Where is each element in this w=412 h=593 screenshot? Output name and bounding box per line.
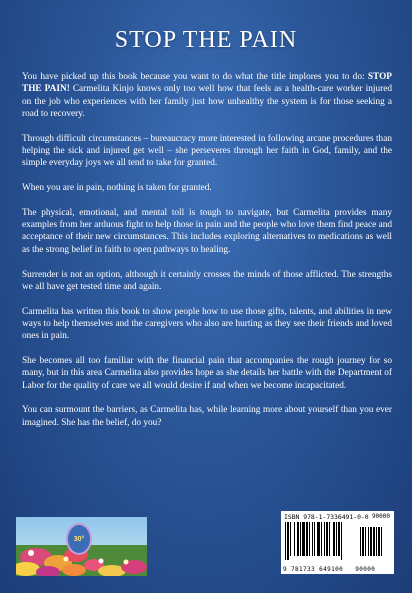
blurb-paragraph-8: You can surmount the barriers, as Carmelita has, while learning more about yourself than you ever imagined. She has the belief, do you? [22,405,392,428]
flowers-photo [16,517,147,576]
blurb-paragraph-2: Through difficult circumstances – bureaucracy more interested in following arcane procedures than helping the sick and injured get well – she perseveres through her faith in God, family, and the simple everyday joys we all tend to take for granted. [22,133,392,169]
blurb-paragraph-1 [22,71,392,120]
isbn-barcode [281,511,394,574]
blurb-paragraph-5: Surrender is not an option, although it certainly crosses the minds of those afflicted. The strengths we all have get tested time and again. [22,269,392,292]
paragraph-rest: Carmelita Kinjo knows only too well how that feels as a health-care worker injured on the job who experiences with her family just how unhealthy the system is for those seeking a road to recovery. [22,84,392,119]
paragraph-emphasis: STOP THE PAIN! [22,72,392,95]
blurb-paragraph-4: The physical, emotional, and mental toll is tough to navigate, but Carmelita provides many examples from her arduous fight to help those in pain and the people who love them find peace and acceptance of their new circumstances. This includes exploring alternatives to medications as well as the strong belief in faith to open pathways to healing. [22,207,392,255]
blurb-paragraph-7: She becomes all too familiar with the financial pain that accompanies the rough journey for so many, but in this area Carmelita also provides hope as she details her battle with the Department of Labor for the quality of care we all would desire if and when we become incapacitated. [22,356,392,391]
barcode-digits [283,566,375,573]
blurb [22,71,392,442]
blurb-paragraph-3: When you are in pain, nothing is taken for granted. [22,183,212,194]
barcode-icon [284,522,391,562]
isbn-label: ISBN 978-1-7336491-0-0 [284,513,369,521]
page-title: STOP THE PAIN [114,27,298,53]
blurb-paragraph-6: Carmelita has written this book to show people how to use those gifts, talents, and abilities in new ways to help themselves and the caregivers who also are hurting as they see their friends and loved ones in pain. [22,306,392,342]
badge-logo [66,523,92,555]
badge-text: 30° [73,535,85,543]
price-code: 90000 [371,513,390,520]
price-digits: 90000 [355,566,376,573]
paragraph-lead: You have picked up this book because you want to do what the title implores you to do: [22,72,368,82]
ean-digits: 9 781733 649100 [283,566,344,573]
